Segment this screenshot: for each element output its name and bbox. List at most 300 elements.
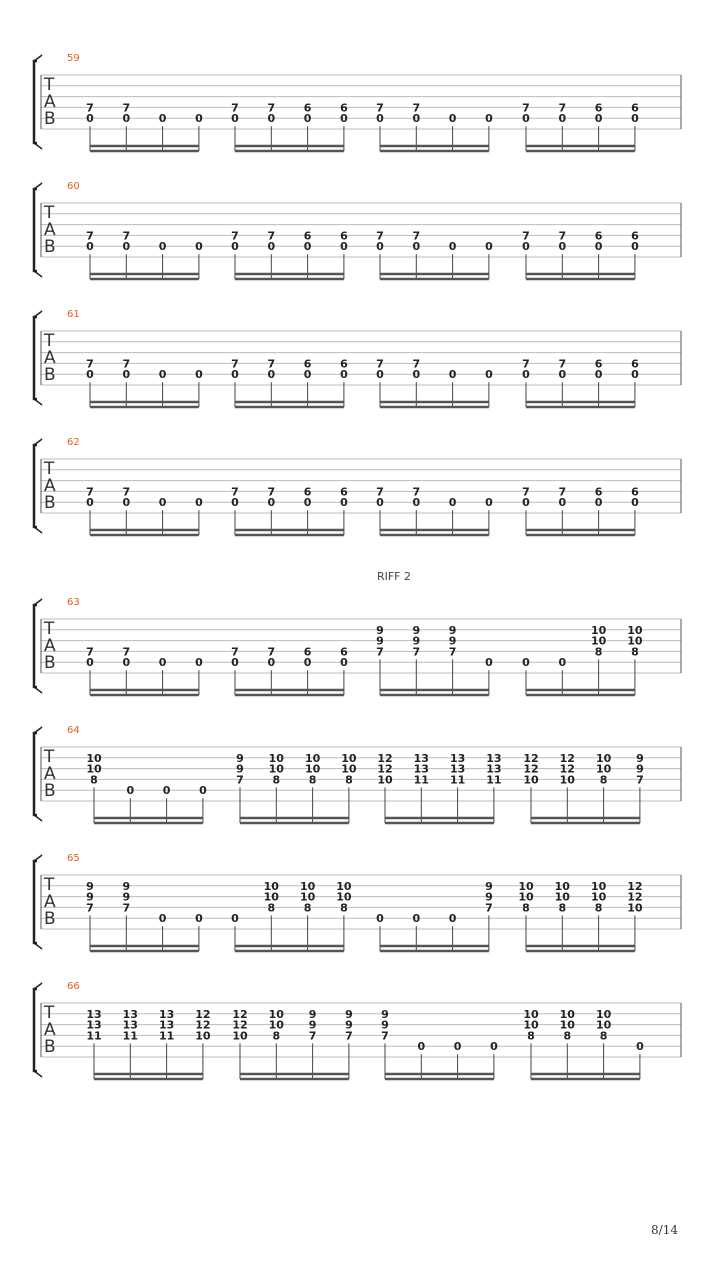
tab-clef-letter: T <box>44 75 55 95</box>
tab-clef-letter: B <box>44 109 56 129</box>
fret-number: 10 <box>554 890 570 904</box>
fret-number: 12 <box>559 762 575 776</box>
fret-number: 8 <box>594 901 603 915</box>
fret-number: 0 <box>199 784 207 798</box>
fret-number: 10 <box>523 773 539 787</box>
fret-number: 11 <box>486 773 502 787</box>
fret-number: 12 <box>627 890 643 904</box>
page-number-text: 8/14 <box>651 1223 678 1237</box>
fret-number: 7 <box>122 229 131 243</box>
fret-number: 7 <box>522 229 530 243</box>
fret-number: 0 <box>195 912 203 926</box>
fret-number: 10 <box>518 890 534 904</box>
tab-clef-letter: A <box>44 220 56 240</box>
fret-number: 13 <box>413 762 429 776</box>
fret-number: 10 <box>559 1018 575 1032</box>
fret-number: 11 <box>158 1029 175 1043</box>
fret-number: 0 <box>122 656 131 670</box>
fret-number: 9 <box>122 890 131 904</box>
tab-clef-letter: A <box>44 92 56 112</box>
fret-number: 7 <box>381 1029 389 1043</box>
fret-number: 0 <box>86 240 94 254</box>
fret-number: 0 <box>636 1040 644 1054</box>
fret-number: 8 <box>308 773 317 787</box>
fret-number: 7 <box>376 485 384 499</box>
fret-number: 6 <box>303 645 312 659</box>
fret-number: 9 <box>308 1018 317 1032</box>
fret-number: 7 <box>86 645 94 659</box>
fret-number: 0 <box>594 368 603 382</box>
fret-number: 9 <box>485 890 493 904</box>
fret-number: 7 <box>231 101 239 115</box>
fret-number: 0 <box>340 112 348 126</box>
fret-number: 0 <box>448 112 457 126</box>
fret-number: 0 <box>522 496 530 510</box>
fret-number: 0 <box>267 368 276 382</box>
fret-number: 0 <box>340 496 348 510</box>
fret-number: 7 <box>558 101 567 115</box>
fret-number: 6 <box>340 101 348 115</box>
tab-clef-letter: B <box>44 1037 56 1057</box>
tab-clef-letter: B <box>44 237 56 257</box>
fret-number: 12 <box>377 751 393 765</box>
fret-number: 0 <box>631 240 639 254</box>
fret-number: 0 <box>340 656 348 670</box>
tab-system <box>34 437 681 535</box>
fret-number: 0 <box>558 368 567 382</box>
fret-number: 10 <box>341 751 357 765</box>
fret-number: 7 <box>86 357 94 371</box>
fret-number: 6 <box>631 485 639 499</box>
fret-number: 7 <box>231 357 239 371</box>
fret-number: 7 <box>412 101 421 115</box>
fret-number: 7 <box>522 485 530 499</box>
fret-number: 0 <box>195 368 203 382</box>
fret-number: 0 <box>594 240 603 254</box>
fret-number: 10 <box>554 879 570 893</box>
fret-number: 10 <box>559 773 575 787</box>
fret-number: 7 <box>122 101 131 115</box>
fret-number: 6 <box>594 485 603 499</box>
fret-number: 11 <box>413 773 429 787</box>
fret-number: 0 <box>412 496 421 510</box>
fret-number: 10 <box>299 879 316 893</box>
fret-number: 0 <box>522 368 530 382</box>
fret-number: 0 <box>522 240 530 254</box>
tab-clef-letter: T <box>44 331 55 351</box>
fret-number: 0 <box>231 656 239 670</box>
fret-number: 0 <box>376 368 384 382</box>
fret-number: 0 <box>448 240 457 254</box>
fret-number: 10 <box>304 762 321 776</box>
fret-number: 7 <box>267 645 276 659</box>
fret-number: 7 <box>522 357 530 371</box>
fret-number: 10 <box>595 751 612 765</box>
fret-number: 8 <box>90 773 98 787</box>
system-bracket <box>34 989 37 1071</box>
measure-number: 64 <box>67 725 80 736</box>
fret-number: 6 <box>340 645 348 659</box>
fret-number: 11 <box>449 773 466 787</box>
fret-number: 10 <box>559 1007 575 1021</box>
fret-number: 0 <box>412 240 421 254</box>
fret-number: 7 <box>376 357 384 371</box>
fret-number: 0 <box>522 112 530 126</box>
fret-number: 7 <box>231 645 239 659</box>
tab-system <box>34 853 681 951</box>
fret-number: 12 <box>523 762 539 776</box>
fret-number: 0 <box>412 912 421 926</box>
fret-number: 9 <box>122 879 131 893</box>
tab-system <box>34 981 681 1079</box>
fret-number: 0 <box>122 240 131 254</box>
fret-number: 13 <box>122 1007 138 1021</box>
fret-number: 12 <box>523 751 539 765</box>
fret-number: 6 <box>340 357 348 371</box>
fret-number: 0 <box>303 240 312 254</box>
fret-number: 7 <box>376 101 384 115</box>
measure-number: 62 <box>67 437 80 448</box>
fret-number: 9 <box>86 890 94 904</box>
fret-number: 0 <box>158 240 167 254</box>
fret-number: 7 <box>485 901 493 915</box>
fret-number: 10 <box>627 623 643 637</box>
fret-number: 0 <box>231 240 239 254</box>
fret-number: 0 <box>594 112 603 126</box>
tab-clef-letter: A <box>44 636 56 656</box>
fret-number: 0 <box>485 656 493 670</box>
fret-number: 9 <box>381 1007 389 1021</box>
fret-number: 0 <box>558 112 567 126</box>
fret-number: 7 <box>267 485 276 499</box>
fret-number: 0 <box>303 496 312 510</box>
fret-number: 0 <box>412 112 421 126</box>
fret-number: 10 <box>268 762 284 776</box>
fret-number: 0 <box>631 112 639 126</box>
fret-number: 10 <box>304 751 321 765</box>
fret-number: 0 <box>448 496 457 510</box>
fret-number: 10 <box>523 1018 539 1032</box>
fret-number: 0 <box>86 496 94 510</box>
fret-number: 9 <box>376 634 384 648</box>
fret-number: 13 <box>86 1018 102 1032</box>
fret-number: 10 <box>268 1007 284 1021</box>
fret-number: 8 <box>599 1029 608 1043</box>
tab-clef-letter: B <box>44 781 56 801</box>
fret-number: 13 <box>486 751 502 765</box>
fret-number: 0 <box>485 368 493 382</box>
fret-number: 13 <box>486 762 502 776</box>
fret-number: 0 <box>594 496 603 510</box>
fret-number: 13 <box>122 1018 138 1032</box>
fret-number: 0 <box>195 496 203 510</box>
fret-number: 13 <box>449 762 466 776</box>
fret-number: 8 <box>272 773 281 787</box>
fret-number: 8 <box>340 901 348 915</box>
fret-number: 7 <box>345 1029 353 1043</box>
fret-number: 6 <box>303 357 312 371</box>
fret-number: 10 <box>595 1018 612 1032</box>
fret-number: 12 <box>195 1018 211 1032</box>
fret-number: 0 <box>340 240 348 254</box>
fret-number: 7 <box>231 229 239 243</box>
fret-number: 8 <box>599 773 608 787</box>
fret-number: 7 <box>122 645 131 659</box>
tab-system <box>34 597 681 695</box>
fret-number: 0 <box>340 368 348 382</box>
fret-number: 6 <box>340 485 348 499</box>
fret-number: 10 <box>377 773 393 787</box>
fret-number: 7 <box>86 229 94 243</box>
fret-number: 10 <box>268 1018 284 1032</box>
fret-number: 0 <box>267 112 276 126</box>
tab-system <box>34 53 681 151</box>
tab-clef-letter: B <box>44 653 56 673</box>
fret-number: 10 <box>627 634 643 648</box>
fret-number: 0 <box>376 496 384 510</box>
fret-number: 9 <box>236 762 244 776</box>
fret-number: 9 <box>448 634 457 648</box>
fret-number: 13 <box>86 1007 102 1021</box>
fret-number: 0 <box>231 912 239 926</box>
fret-number: 7 <box>376 229 384 243</box>
fret-number: 8 <box>345 773 353 787</box>
fret-number: 6 <box>303 229 312 243</box>
fret-number: 9 <box>86 879 94 893</box>
tab-clef-letter: A <box>44 1020 56 1040</box>
fret-number: 9 <box>448 623 457 637</box>
tab-clef-letter: A <box>44 892 56 912</box>
fret-number: 7 <box>412 229 421 243</box>
fret-number: 0 <box>231 368 239 382</box>
fret-number: 10 <box>518 879 534 893</box>
tab-clef-letter: T <box>44 619 55 639</box>
fret-number: 7 <box>308 1029 317 1043</box>
fret-number: 10 <box>299 890 316 904</box>
system-bracket <box>34 61 37 143</box>
fret-number: 0 <box>86 656 94 670</box>
fret-number: 0 <box>485 496 493 510</box>
fret-number: 8 <box>522 901 530 915</box>
fret-number: 7 <box>636 773 644 787</box>
fret-number: 9 <box>636 751 644 765</box>
tab-system <box>34 309 681 407</box>
fret-number: 0 <box>158 112 167 126</box>
fret-number: 7 <box>558 229 567 243</box>
fret-number: 0 <box>412 368 421 382</box>
fret-number: 7 <box>122 901 131 915</box>
fret-number: 8 <box>563 1029 572 1043</box>
measure-number: 60 <box>67 181 80 192</box>
section-label: RIFF 2 <box>376 570 412 583</box>
fret-number: 0 <box>267 240 276 254</box>
fret-number: 6 <box>631 101 639 115</box>
fret-number: 0 <box>126 784 135 798</box>
fret-number: 11 <box>86 1029 102 1043</box>
fret-number: 10 <box>195 1029 211 1043</box>
fret-number: 0 <box>522 656 530 670</box>
fret-number: 10 <box>590 890 607 904</box>
fret-number: 10 <box>627 901 643 915</box>
fret-number: 8 <box>558 901 567 915</box>
fret-number: 0 <box>122 496 131 510</box>
tab-system <box>34 725 681 823</box>
fret-number: 6 <box>340 229 348 243</box>
system-bracket <box>34 189 37 271</box>
fret-number: 10 <box>341 762 357 776</box>
measure-number: 66 <box>67 981 80 992</box>
fret-number: 0 <box>558 240 567 254</box>
fret-number: 13 <box>158 1007 175 1021</box>
measure-number: 59 <box>67 53 80 64</box>
tab-clef-letter: T <box>44 459 55 479</box>
fret-number: 0 <box>86 112 94 126</box>
fret-number: 7 <box>86 901 94 915</box>
fret-number: 7 <box>376 645 384 659</box>
fret-number: 0 <box>195 656 203 670</box>
tab-clef-letter: A <box>44 476 56 496</box>
tab-system <box>34 181 681 279</box>
fret-number: 7 <box>122 357 131 371</box>
fret-number: 0 <box>448 912 457 926</box>
fret-number: 12 <box>232 1018 248 1032</box>
measure-number: 65 <box>67 853 80 864</box>
fret-number: 12 <box>377 762 393 776</box>
fret-number: 0 <box>376 112 384 126</box>
fret-number: 6 <box>594 101 603 115</box>
fret-number: 7 <box>231 485 239 499</box>
fret-number: 9 <box>345 1018 353 1032</box>
fret-number: 0 <box>631 496 639 510</box>
fret-number: 0 <box>303 656 312 670</box>
fret-number: 13 <box>413 751 429 765</box>
fret-number: 0 <box>158 912 167 926</box>
fret-number: 10 <box>263 890 279 904</box>
fret-number: 10 <box>268 751 284 765</box>
system-bracket <box>34 317 37 399</box>
measure-number: 63 <box>67 597 80 608</box>
system-bracket <box>34 445 37 527</box>
fret-number: 8 <box>272 1029 281 1043</box>
fret-number: 7 <box>267 101 276 115</box>
tab-clef-letter: T <box>44 1003 55 1023</box>
measure-number: 61 <box>67 309 80 320</box>
fret-number: 0 <box>122 368 131 382</box>
fret-number: 10 <box>523 1007 539 1021</box>
fret-number: 12 <box>559 751 575 765</box>
fret-number: 13 <box>449 751 466 765</box>
tab-clef-letter: B <box>44 909 56 929</box>
fret-number: 0 <box>303 368 312 382</box>
fret-number: 0 <box>162 784 171 798</box>
tab-clef-letter: T <box>44 875 55 895</box>
fret-number: 0 <box>158 496 167 510</box>
fret-number: 7 <box>448 645 457 659</box>
fret-number: 9 <box>381 1018 389 1032</box>
fret-number: 9 <box>485 879 493 893</box>
fret-number: 8 <box>303 901 312 915</box>
fret-number: 0 <box>417 1040 426 1054</box>
fret-number: 11 <box>122 1029 138 1043</box>
system-bracket <box>34 605 37 687</box>
fret-number: 7 <box>412 645 421 659</box>
fret-number: 10 <box>590 879 607 893</box>
fret-number: 0 <box>158 368 167 382</box>
tab-clef-letter: A <box>44 348 56 368</box>
fret-number: 0 <box>122 112 131 126</box>
fret-number: 8 <box>631 645 639 659</box>
fret-number: 0 <box>453 1040 462 1054</box>
fret-number: 0 <box>267 496 276 510</box>
fret-number: 0 <box>376 912 384 926</box>
fret-number: 9 <box>236 751 244 765</box>
fret-number: 10 <box>232 1029 248 1043</box>
fret-number: 0 <box>485 240 493 254</box>
fret-number: 7 <box>267 357 276 371</box>
fret-number: 10 <box>336 879 352 893</box>
fret-number: 9 <box>412 623 421 637</box>
fret-number: 9 <box>376 623 384 637</box>
fret-number: 6 <box>303 485 312 499</box>
fret-number: 10 <box>595 1007 612 1021</box>
fret-number: 0 <box>195 240 203 254</box>
fret-number: 10 <box>590 634 607 648</box>
fret-number: 9 <box>636 762 644 776</box>
fret-number: 10 <box>263 879 279 893</box>
fret-number: 10 <box>595 762 612 776</box>
fret-number: 7 <box>412 357 421 371</box>
fret-number: 0 <box>231 112 239 126</box>
fret-number: 6 <box>631 229 639 243</box>
fret-number: 7 <box>412 485 421 499</box>
fret-number: 0 <box>158 656 167 670</box>
fret-number: 0 <box>485 112 493 126</box>
fret-number: 0 <box>558 496 567 510</box>
fret-number: 0 <box>303 112 312 126</box>
fret-number: 0 <box>448 368 457 382</box>
fret-number: 7 <box>558 357 567 371</box>
tab-clef-letter: A <box>44 764 56 784</box>
fret-number: 9 <box>412 634 421 648</box>
fret-number: 13 <box>158 1018 175 1032</box>
fret-number: 7 <box>558 485 567 499</box>
fret-number: 0 <box>631 368 639 382</box>
fret-number: 7 <box>86 485 94 499</box>
fret-number: 12 <box>627 879 643 893</box>
fret-number: 6 <box>594 357 603 371</box>
fret-number: 7 <box>522 101 530 115</box>
fret-number: 6 <box>594 229 603 243</box>
tab-clef-letter: T <box>44 203 55 223</box>
fret-number: 0 <box>376 240 384 254</box>
tab-clef-letter: T <box>44 747 55 767</box>
fret-number: 8 <box>594 645 603 659</box>
fret-number: 8 <box>267 901 276 915</box>
fret-number: 10 <box>590 623 607 637</box>
fret-number: 0 <box>490 1040 498 1054</box>
fret-number: 6 <box>631 357 639 371</box>
fret-number: 12 <box>232 1007 248 1021</box>
fret-number: 0 <box>86 368 94 382</box>
fret-number: 10 <box>336 890 352 904</box>
fret-number: 9 <box>308 1007 317 1021</box>
fret-number: 9 <box>345 1007 353 1021</box>
fret-number: 7 <box>267 229 276 243</box>
fret-number: 0 <box>558 656 567 670</box>
fret-number: 8 <box>527 1029 535 1043</box>
fret-number: 12 <box>195 1007 211 1021</box>
tab-clef-letter: B <box>44 493 56 513</box>
